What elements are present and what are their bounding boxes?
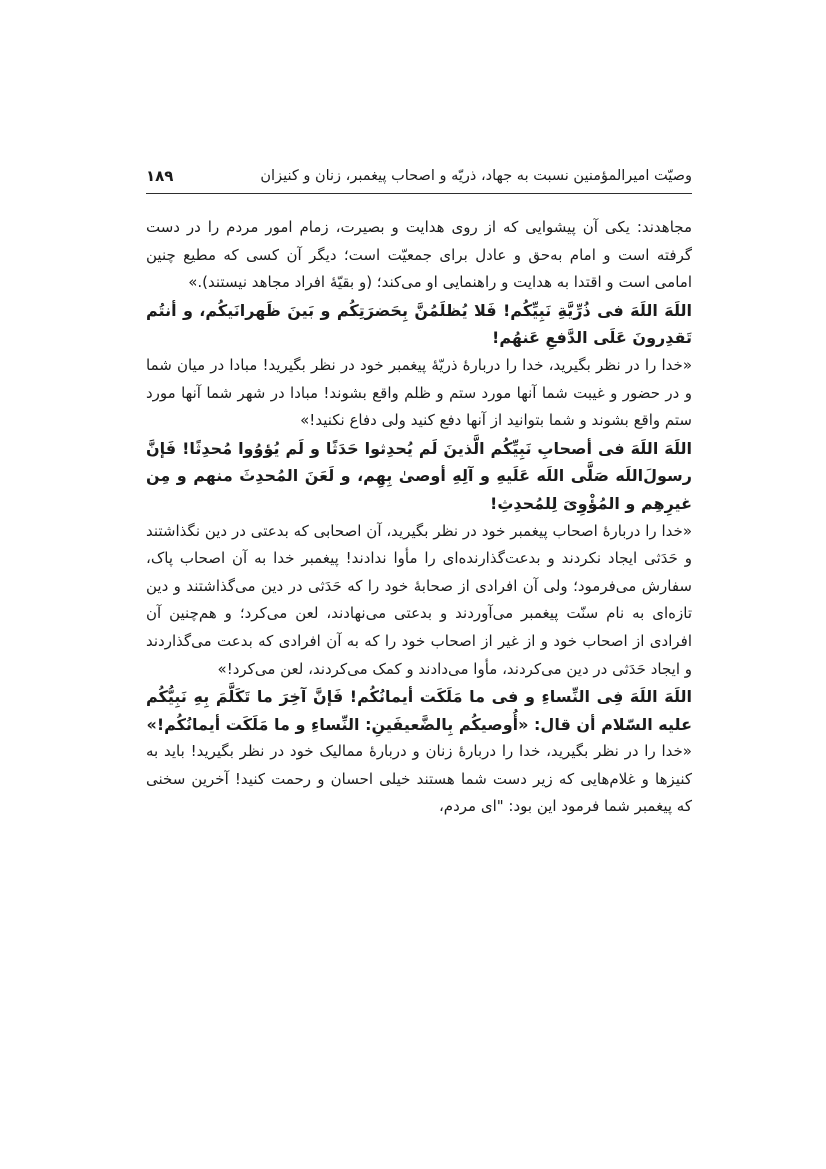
persian-translation-progeny: «خدا را در نظر بگیرید، خدا را دربارهٔ ذریّهٔ پیغمبر خود در نظر بگیرید! مبادا در میان شما و در حضور و غیبت شما آنها مورد ستم و ظلم واقع بشوند! مبادا در شهر شما آنها مورد ستم واقع بشوند و شما بتوانید از آنها دفع کنید ولی دفاع نکنید!»: [146, 355, 692, 430]
arabic-quote-women-slaves: اللَهَ اللَهَ فِی النِّساءِ و فی ما مَلَکَت أیمانُکُم! فَإنَّ آخِرَ ما تَکَلَّمَ بِهِ نَبِیُّکُم علیه السّلام أن قال: «أُوصیکُم بِالضَّعیفَینِ: النِّساءِ و ما مَلَکَت أیمانُکُم!»: [146, 687, 692, 734]
header-title: وصیّت امیرالمؤمنین نسبت به جهاد، ذریّه و اصحاب پیغمبر، زنان و کنیزان: [260, 168, 692, 184]
persian-translation-companions: «خدا را دربارهٔ اصحاب پیغمبر خود در نظر بگیرید، آن اصحابی که بدعتی در دین نگذاشتند و حَدَثی ایجاد نکردند و بدعت‌گذارنده‌ای را مأوا ندادند! پیغمبر خدا به آن اصحاب پاک، سفارش می‌فرمود؛ ولی آن افرادی از صحابهٔ خود را که حَدَثی در دین می‌گذاشتند و دین تازه‌ای به نام سنّت پیغمبر می‌آوردند و بدعتی می‌نهادند، لعن می‌کرد؛ و هم‌چنین آن افرادی از اصحاب خود و از غیر از اصحاب خود را که به آن افرادی که بدعت می‌گذاردند و ایجاد حَدَثی در دین می‌کردند، مأوا می‌دادند و کمک می‌کردند، لعن می‌کرد!»: [146, 521, 692, 678]
page-body: [146, 214, 692, 821]
page-content: [146, 166, 692, 821]
paragraph-continuation-jihad: مجاهدند: یکی آن پیشوایی که از روی هدایت و بصیرت، زمام امور مردم را در دست گرفته است و امام به‌حق و عادل برای جمعیّت است؛ دیگر آن کسی که مطیع چنین امامی است و اقتدا به هدایت و راهنمایی او می‌کند؛ (و بقیّهٔ افراد مجاهد نیستند).»: [146, 218, 692, 292]
page-number: ۱۸۹: [146, 167, 174, 185]
arabic-quote-companions: اللَهَ اللَهَ فی أصحابِ نَبِیِّکُم الَّذینَ لَم یُحدِثوا حَدَثًا و لَم یُؤوُوا مُحدِثًا! فَإنَّ رسولَ‌اللَه صَلَّی اللَه عَلَیهِ و آلِهِ أوصیٰ بِهِم، و لَعَنَ المُحدِثَ منهم و مِن غیرِهِم و المُؤْوِیَ لِلمُحدِثِ!: [146, 438, 692, 513]
persian-translation-women-slaves: «خدا را در نظر بگیرید، خدا را دربارهٔ زنان و دربارهٔ ممالیک خود در نظر بگیرید! باید به کنیزها و غلام‌هایی که زیر دست شما هستند خیلی احسان و رحمت کنید! آخرین سخنی که پیغمبر شما فرمود این بود: "ای مردم،: [146, 742, 692, 816]
page-header: [146, 166, 692, 193]
header-rule: [146, 193, 692, 194]
arabic-quote-progeny: اللَهَ اللَهَ فی ذُرِّیَّةِ نَبِیِّکُم! فَلا یُظلَمُنَّ بِحَضرَتِکُم و بَینَ ظَهرانَیکُم، و أنتُم تَقدِرونَ عَلَی الدَّفعِ عَنهُم!: [146, 300, 692, 348]
